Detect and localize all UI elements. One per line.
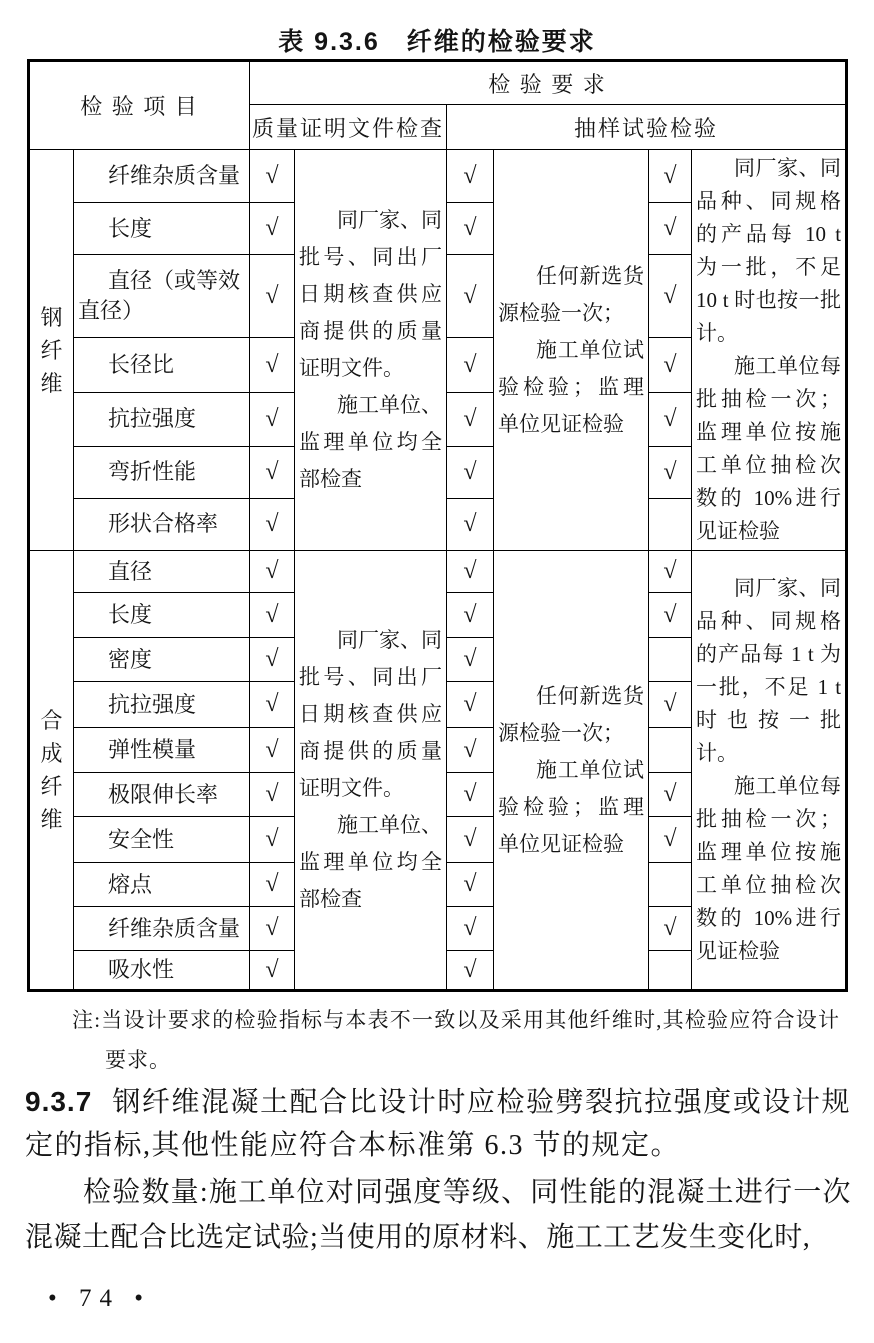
check-mark: √ (447, 907, 494, 951)
check-mark: √ (447, 817, 494, 863)
check-mark: √ (649, 150, 692, 203)
item-cell: 密度 (74, 638, 250, 682)
check-mark: √ (649, 682, 692, 728)
check-mark: √ (250, 728, 295, 773)
check-mark: √ (250, 203, 295, 255)
check-mark: √ (447, 392, 494, 446)
item-cell: 纤维杂质含量 (74, 150, 250, 203)
check-mark: √ (447, 728, 494, 773)
item-cell: 直径 (74, 551, 250, 593)
body-paragraph: 检验数量:施工单位对同强度等级、同性能的混凝土进行一次混凝土配合比选定试验;当使用的原材料、施工工艺发生变化时, (25, 1177, 851, 1253)
item-cell: 长度 (74, 203, 250, 255)
check-mark: √ (250, 638, 295, 682)
check-mark: √ (447, 863, 494, 907)
check-mark: √ (447, 203, 494, 255)
table-row (29, 150, 847, 203)
item-cell: 长径比 (74, 338, 250, 392)
check-mark: √ (250, 255, 295, 338)
item-cell: 熔点 (74, 863, 250, 907)
check-mark: √ (447, 255, 494, 338)
item-cell: 直径（或等效直径） (74, 255, 250, 338)
check-mark: √ (447, 338, 494, 392)
fiber-group-steel: 钢纤维 (29, 150, 74, 551)
sampling-note-synthetic: 任何新选货源检验一次； 施工单位试验检验；监理单位见证检验 (494, 551, 649, 991)
batch-note-steel: 同厂家、同品种、同规格的产品每 10 t 为一批，不足 10 t 时也按一批计。 施工单位每批抽检一次；监理单位按施工单位抽检次数的 10%进行见证检验 (692, 150, 847, 551)
check-mark: √ (447, 951, 494, 991)
header-sampling: 抽样试验检验 (447, 105, 847, 150)
item-cell: 抗拉强度 (74, 392, 250, 446)
inspection-table (27, 59, 848, 992)
item-cell: 长度 (74, 593, 250, 638)
check-mark: √ (447, 446, 494, 498)
check-mark (649, 638, 692, 682)
check-mark: √ (649, 446, 692, 498)
check-mark: √ (649, 203, 692, 255)
item-cell: 极限伸长率 (74, 773, 250, 817)
note-label: 注: (72, 1008, 102, 1032)
item-cell: 安全性 (74, 817, 250, 863)
check-mark (649, 863, 692, 907)
clause-number: 9.3.7 (25, 1086, 93, 1117)
header-doc-check: 质量证明文件检查 (250, 105, 447, 150)
check-mark: √ (649, 255, 692, 338)
item-cell: 弯折性能 (74, 446, 250, 498)
check-mark: √ (250, 338, 295, 392)
item-cell: 吸水性 (74, 951, 250, 991)
check-mark: √ (250, 150, 295, 203)
check-mark (649, 498, 692, 550)
table-title: 表 9.3.6 纤维的检验要求 (278, 28, 596, 56)
check-mark: √ (447, 150, 494, 203)
check-mark: √ (250, 817, 295, 863)
header-item-col: 检 验 项 目 (29, 61, 250, 150)
check-mark: √ (649, 338, 692, 392)
doc-check-note-synthetic: 同厂家、同批号、同出厂日期核查供应商提供的质量证明文件。 施工单位、监理单位均全部检查 (295, 551, 447, 991)
item-cell: 抗拉强度 (74, 682, 250, 728)
item-cell: 弹性模量 (74, 728, 250, 773)
check-mark: √ (447, 638, 494, 682)
check-mark: √ (447, 498, 494, 550)
header-requirement: 检 验 要 求 (250, 61, 847, 105)
check-mark: √ (250, 446, 295, 498)
clause-9-3-7 (25, 1080, 851, 1167)
check-mark: √ (447, 551, 494, 593)
check-mark: √ (250, 951, 295, 991)
check-mark: √ (250, 773, 295, 817)
doc-check-note-steel: 同厂家、同批号、同出厂日期核查供应商提供的质量证明文件。 施工单位、监理单位均全部检查 (295, 150, 447, 551)
check-mark: √ (649, 593, 692, 638)
clause-text: 钢纤维混凝土配合比设计时应检验劈裂抗拉强度或设计规定的指标,其他性能应符合本标准第 6.3 节的规定。 (25, 1087, 851, 1161)
check-mark: √ (250, 682, 295, 728)
check-mark: √ (447, 593, 494, 638)
check-mark: √ (649, 392, 692, 446)
check-mark: √ (250, 498, 295, 550)
check-mark: √ (649, 907, 692, 951)
table-row (29, 551, 847, 593)
check-mark: √ (250, 551, 295, 593)
page-number: • 74 • (48, 1285, 152, 1312)
fiber-group-synthetic: 合成纤维 (29, 551, 74, 991)
table-note (72, 1000, 840, 1080)
check-mark: √ (649, 817, 692, 863)
check-mark: √ (250, 863, 295, 907)
item-cell: 纤维杂质含量 (74, 907, 250, 951)
check-mark (649, 728, 692, 773)
check-mark: √ (649, 551, 692, 593)
sampling-note-steel: 任何新选货源检验一次； 施工单位试验检验；监理单位见证检验 (494, 150, 649, 551)
batch-note-synthetic: 同厂家、同品种、同规格的产品每 1 t 为一批，不足 1 t 时也按一批计。 施工单位每批抽检一次；监理单位按施工单位抽检次数的 10%进行见证检验 (692, 551, 847, 991)
header-row-1 (29, 61, 847, 105)
check-mark: √ (447, 773, 494, 817)
check-mark: √ (649, 773, 692, 817)
check-mark: √ (447, 682, 494, 728)
check-mark: √ (250, 392, 295, 446)
note-text: 注:当设计要求的检验指标与本表不一致以及采用其他纤维时,其检验应符合设计要求。 (72, 1008, 841, 1072)
check-mark: √ (250, 593, 295, 638)
item-cell: 形状合格率 (74, 498, 250, 550)
check-mark: √ (250, 907, 295, 951)
check-mark (649, 951, 692, 991)
